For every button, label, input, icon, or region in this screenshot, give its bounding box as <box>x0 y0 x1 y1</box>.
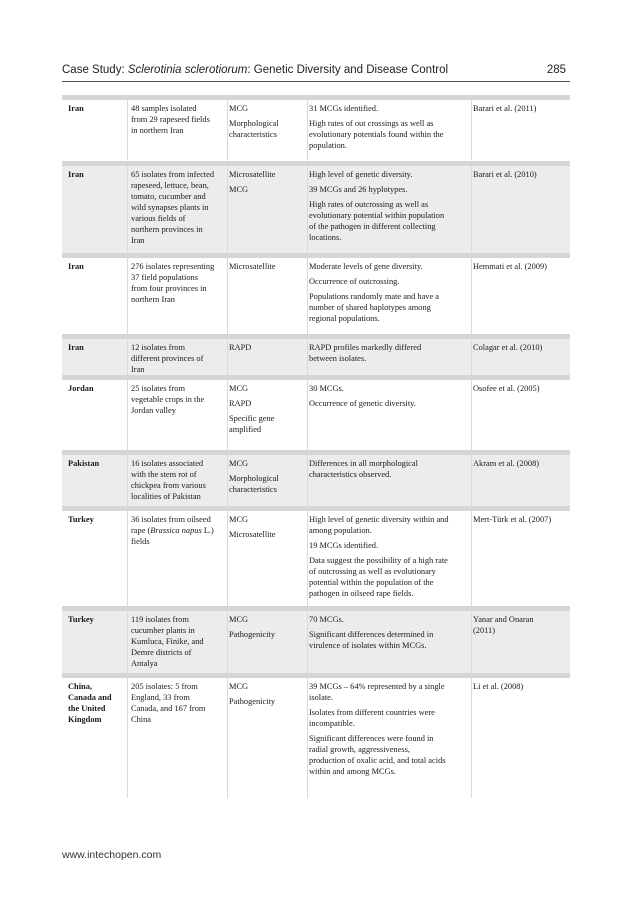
column-divider <box>127 339 128 376</box>
text-line: MCG <box>229 615 249 624</box>
paragraph <box>229 514 309 525</box>
text-line: MCG <box>229 384 249 393</box>
text-line: tomato, cucumber and <box>131 192 206 201</box>
column-divider <box>127 380 128 451</box>
column-divider <box>471 678 472 798</box>
text-line: locations. <box>309 233 342 242</box>
column-divider <box>471 258 472 335</box>
markers-cell <box>229 169 309 195</box>
text-line: 70 MCGs. <box>309 615 344 624</box>
column-divider <box>127 166 128 254</box>
text-line: number of shared haplotypes among <box>309 303 431 312</box>
text-line: MCG <box>229 515 249 524</box>
species-name: Brassica napus <box>150 526 202 535</box>
paragraph <box>229 681 309 692</box>
paragraph <box>309 383 475 394</box>
text-line: MCG <box>229 459 249 468</box>
text-line: Barari et al. (2011) <box>473 104 537 113</box>
text-line: Antalya <box>131 659 158 668</box>
country-cell <box>68 614 124 625</box>
title-suffix: : Genetic Diversity and Disease Control <box>247 64 449 76</box>
table-row <box>62 673 570 798</box>
text-line: rape (Brassica napus L.) <box>131 526 214 535</box>
text-line: Moderate levels of gene diversity. <box>309 262 423 271</box>
text-line: evolutionary potentials found within the <box>309 130 444 139</box>
text-line: in northern Iran <box>131 126 184 135</box>
paragraph <box>309 707 475 729</box>
country-cell <box>68 103 124 114</box>
text-line: of outcrossing as well as evolutionary <box>309 567 436 576</box>
text-line: characteristics <box>229 485 277 494</box>
paragraph <box>309 342 475 364</box>
text-line: 25 isolates from <box>131 384 185 393</box>
paragraph <box>309 261 475 272</box>
paragraph <box>229 458 309 469</box>
paragraph <box>309 118 475 151</box>
paragraph <box>309 514 475 536</box>
country-cell <box>68 458 124 469</box>
text-line: 31 MCGs identified. <box>309 104 379 113</box>
text-line: radial growth, aggressiveness, <box>309 745 410 754</box>
page-number: 285 <box>546 64 566 76</box>
paragraph <box>309 199 475 243</box>
markers-cell <box>229 342 309 353</box>
column-divider <box>227 611 228 674</box>
column-divider <box>127 511 128 607</box>
markers-cell <box>229 458 309 495</box>
text-line: northern Iran <box>131 295 175 304</box>
text-line: Kumluca, Finike, and <box>131 637 204 646</box>
column-divider <box>471 511 472 607</box>
paragraph <box>309 733 475 777</box>
table-row <box>62 253 570 335</box>
text-line: 36 isolates from oilseed <box>131 515 211 524</box>
isolates-cell <box>131 681 227 725</box>
paragraph <box>309 291 475 324</box>
column-divider <box>227 678 228 798</box>
text-line: High rates of outcrossing as well as <box>309 200 429 209</box>
reference-cell <box>473 103 569 114</box>
text-line: Specific gene <box>229 414 275 423</box>
isolates-cell <box>131 261 227 305</box>
running-header <box>62 64 570 80</box>
markers-cell <box>229 514 309 540</box>
text-line: potential within the population of the <box>309 578 434 587</box>
markers-cell <box>229 261 309 272</box>
text-line: 276 isolates representing <box>131 262 215 271</box>
column-divider <box>127 678 128 798</box>
reference-cell <box>473 383 569 394</box>
isolates-cell <box>131 342 227 375</box>
reference-cell <box>473 681 569 692</box>
text-line: Iran <box>68 262 84 271</box>
findings-cell <box>309 169 475 243</box>
country-cell <box>68 383 124 394</box>
text-line: Iran <box>68 343 84 352</box>
text-line: localities of Pakistan <box>131 492 201 501</box>
text-line: Data suggest the possibility of a high rate <box>309 556 448 565</box>
column-divider <box>471 455 472 507</box>
text-line: (2011) <box>473 626 496 635</box>
column-divider <box>227 455 228 507</box>
column-divider <box>127 455 128 507</box>
paragraph <box>309 540 475 551</box>
text-line: Canada and <box>68 693 112 702</box>
findings-cell <box>309 103 475 151</box>
text-line: Microsatellite <box>229 530 276 539</box>
findings-cell <box>309 458 475 480</box>
text-line: fields <box>131 537 150 546</box>
country-cell <box>68 169 124 180</box>
text-line: Significant differences were found in <box>309 734 434 743</box>
column-divider <box>307 511 308 607</box>
column-divider <box>471 380 472 451</box>
text-line: Jordan valley <box>131 406 176 415</box>
column-divider <box>227 511 228 607</box>
paragraph <box>229 413 309 435</box>
paragraph <box>229 696 309 707</box>
isolates-cell <box>131 169 227 246</box>
findings-cell <box>309 614 475 651</box>
table-row <box>62 450 570 507</box>
column-divider <box>227 380 228 451</box>
text-line: Isolates from different countries were <box>309 708 435 717</box>
text-line: characteristics <box>229 130 277 139</box>
text-line: northern provinces in <box>131 225 203 234</box>
footer-url: www.intechopen.com <box>62 849 162 861</box>
table-row <box>62 95 570 160</box>
text-line: Pathogenicity <box>229 630 276 639</box>
text-line: 19 MCGs identified. <box>309 541 379 550</box>
paragraph <box>309 184 475 195</box>
column-divider <box>471 339 472 376</box>
paragraph <box>229 261 309 272</box>
reference-cell <box>473 514 569 525</box>
text-line: Iran <box>68 104 84 113</box>
isolates-cell <box>131 514 227 547</box>
text-line: Kingdom <box>68 715 102 724</box>
text-line: from 29 rapeseed fields <box>131 115 210 124</box>
paragraph <box>309 103 475 114</box>
text-line: Pathogenicity <box>229 697 276 706</box>
column-divider <box>307 258 308 335</box>
paragraph <box>229 629 309 640</box>
text-line: Iran <box>131 236 145 245</box>
running-header-title <box>62 64 448 76</box>
text-line: 119 isolates from <box>131 615 189 624</box>
column-divider <box>127 100 128 160</box>
paragraph <box>229 529 309 540</box>
paragraph <box>229 342 309 353</box>
text-line: 30 MCGs. <box>309 384 344 393</box>
column-divider <box>307 339 308 376</box>
text-line: RAPD profiles markedly differed <box>309 343 422 352</box>
isolates-cell <box>131 383 227 416</box>
text-line: RAPD <box>229 343 252 352</box>
findings-cell <box>309 261 475 324</box>
text-line: High rates of out crossings as well as <box>309 119 434 128</box>
paragraph <box>229 614 309 625</box>
text-line: Turkey <box>68 615 94 624</box>
text-line: Colagar et al. (2010) <box>473 343 543 352</box>
text-line: wild synapses plants in <box>131 203 209 212</box>
markers-cell <box>229 383 309 435</box>
text-line: Occurrence of genetic diversity. <box>309 399 416 408</box>
text-line: Iran <box>68 170 84 179</box>
text-line: pathogen in oilseed rape fields. <box>309 589 414 598</box>
findings-cell <box>309 383 475 409</box>
text-line: MCG <box>229 682 249 691</box>
isolates-cell <box>131 103 227 136</box>
text-line: vegetable crops in the <box>131 395 205 404</box>
text-line: chickpea from various <box>131 481 206 490</box>
paragraph <box>229 169 309 180</box>
text-line: RAPD <box>229 399 252 408</box>
text-line: 65 isolates from infected <box>131 170 215 179</box>
paragraph <box>309 614 475 625</box>
text-line: the United <box>68 704 106 713</box>
text-line: Osofee et al. (2005) <box>473 384 540 393</box>
text-line: production of oxalic acid, and total acids <box>309 756 446 765</box>
paragraph <box>229 383 309 394</box>
text-line: population. <box>309 141 347 150</box>
text-line: High level of genetic diversity within and <box>309 515 449 524</box>
column-divider <box>307 611 308 674</box>
table-row <box>62 161 570 254</box>
text-line: Occurrence of outcrossing. <box>309 277 400 286</box>
text-line: virulence of isolates within MCGs. <box>309 641 427 650</box>
text-line: Microsatellite <box>229 262 276 271</box>
column-divider <box>307 380 308 451</box>
text-line: evolutionary potential within population <box>309 211 445 220</box>
paragraph <box>309 629 475 651</box>
text-line: Akram et al. (2008) <box>473 459 540 468</box>
country-cell <box>68 681 124 725</box>
findings-cell <box>309 514 475 599</box>
text-line: Microsatellite <box>229 170 276 179</box>
column-divider <box>127 611 128 674</box>
text-line: Li et al. (2008) <box>473 682 524 691</box>
paragraph <box>229 118 309 140</box>
country-cell <box>68 342 124 353</box>
column-divider <box>307 455 308 507</box>
paragraph <box>229 184 309 195</box>
column-divider <box>307 166 308 254</box>
paragraph <box>229 473 309 495</box>
paragraph <box>309 681 475 703</box>
table-row <box>62 334 570 376</box>
text-line: Jordan <box>68 384 94 393</box>
text-line: Mert-Türk et al. (2007) <box>473 515 552 524</box>
text-line: with the stem rot of <box>131 470 197 479</box>
column-divider <box>227 258 228 335</box>
text-line: 48 samples isolated <box>131 104 197 113</box>
column-divider <box>227 339 228 376</box>
reference-cell <box>473 169 569 180</box>
table-row <box>62 606 570 674</box>
text-line: Turkey <box>68 515 94 524</box>
column-divider <box>471 100 472 160</box>
column-divider <box>471 166 472 254</box>
text-line: amplified <box>229 425 262 434</box>
text-line: Pakistan <box>68 459 100 468</box>
text-line: from four provinces in <box>131 284 207 293</box>
markers-cell <box>229 614 309 640</box>
paragraph <box>229 398 309 409</box>
text-line: characteristics observed. <box>309 470 392 479</box>
text-line: MCG <box>229 185 249 194</box>
paragraph <box>309 276 475 287</box>
text-line: between isolates. <box>309 354 367 363</box>
title-italic: Sclerotinia sclerotiorum <box>127 64 248 76</box>
text-line: Iran <box>131 365 145 374</box>
reference-cell <box>473 458 569 469</box>
text-line: Morphological <box>229 119 279 128</box>
text-line: 205 isolates: 5 from <box>131 682 198 691</box>
text-line: Significant differences determined in <box>309 630 434 639</box>
column-divider <box>307 678 308 798</box>
reference-cell <box>473 261 569 272</box>
text-line: 39 MCGs – 64% represented by a single <box>309 682 445 691</box>
text-line: various fields of <box>131 214 186 223</box>
text-line: High level of genetic diversity. <box>309 170 413 179</box>
table-row <box>62 375 570 451</box>
paragraph <box>309 555 475 599</box>
title-prefix: Case Study: <box>62 64 128 76</box>
paragraph <box>309 458 475 480</box>
text-line: Canada, and 167 from <box>131 704 206 713</box>
text-line: 16 isolates associated <box>131 459 204 468</box>
text-line: Yanar and Onaran <box>473 615 534 624</box>
text-line: Differences in all morphological <box>309 459 418 468</box>
text-line: 12 isolates from <box>131 343 185 352</box>
text-line: Populations randomly mate and have a <box>309 292 440 301</box>
column-divider <box>307 100 308 160</box>
text-line: Barari et al. (2010) <box>473 170 537 179</box>
text-line: Morphological <box>229 474 279 483</box>
text-line: MCG <box>229 104 249 113</box>
text-line: Demre districts of <box>131 648 192 657</box>
country-cell <box>68 514 124 525</box>
markers-cell <box>229 681 309 707</box>
text-line: incompatible. <box>309 719 355 728</box>
column-divider <box>127 258 128 335</box>
table-row <box>62 506 570 607</box>
country-cell <box>68 261 124 272</box>
text-line: Hemmati et al. (2009) <box>473 262 547 271</box>
text-line: 39 MCGs and 26 hyplotypes. <box>309 185 408 194</box>
text-line: regional populations. <box>309 314 380 323</box>
paragraph <box>309 398 475 409</box>
text-line: China <box>131 715 152 724</box>
markers-cell <box>229 103 309 140</box>
text-line: China, <box>68 682 92 691</box>
isolates-cell <box>131 458 227 502</box>
isolates-cell <box>131 614 227 669</box>
reference-cell <box>473 342 569 353</box>
column-divider <box>227 100 228 160</box>
column-divider <box>471 611 472 674</box>
header-rule <box>62 81 570 82</box>
text-line: England, 33 from <box>131 693 190 702</box>
text-line: of the pathogen in different collecting <box>309 222 436 231</box>
findings-cell <box>309 342 475 364</box>
text-line: isolate. <box>309 693 333 702</box>
column-divider <box>227 166 228 254</box>
text-line: 37 field populations <box>131 273 198 282</box>
text-line: cucumber plants in <box>131 626 195 635</box>
paragraph <box>309 169 475 180</box>
text-line: rapeseed, lettuce, bean, <box>131 181 209 190</box>
findings-cell <box>309 681 475 777</box>
text-line: different provinces of <box>131 354 204 363</box>
paragraph <box>229 103 309 114</box>
reference-cell <box>473 614 569 636</box>
text-line: within and among MCGs. <box>309 767 397 776</box>
text-line: among population. <box>309 526 372 535</box>
